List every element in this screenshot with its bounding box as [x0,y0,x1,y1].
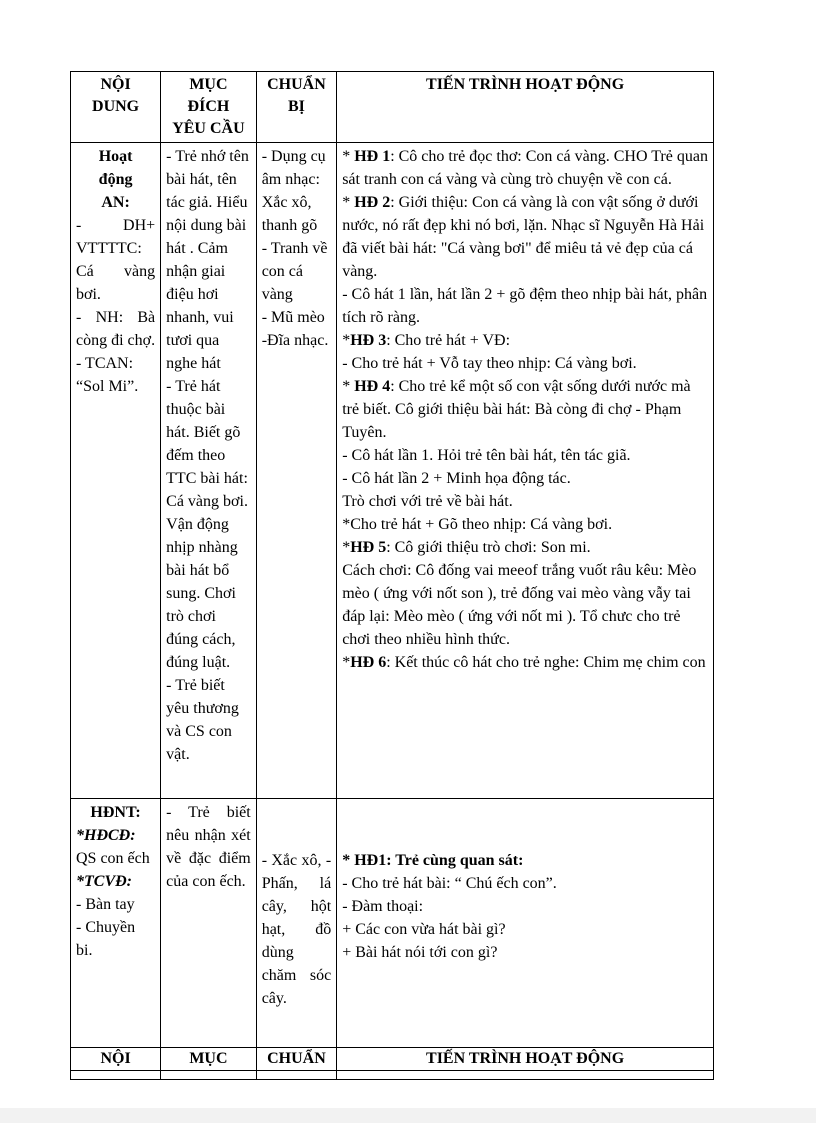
activity-line: Trò chơi với trẻ về bài hát. [342,493,513,510]
activity-line: - Cô hát lần 2 + Minh họa động tác. [342,470,571,487]
outdoor-item: QS con ếch [76,850,150,867]
activity-line: - Cô hát lần 1. Hỏi trẻ tên bài hát, tên tác giã. [342,447,631,464]
activity-line: *HĐ 3: Cho trẻ hát + VĐ: [342,332,511,349]
purpose-item: - Trẻ hát thuộc bài hát. Biết gõ đếm theo TTC bài hát: Cá vàng bơi. Vận động nhịp nhàng bài hát bổ sung. Chơi trò chơi đúng cách, đúng luật. [166,378,248,671]
prep-item: - Tranh về con cá vàng [261,240,328,303]
activity-line: *HĐ 5: Cô giới thiệu trò chơi: Son mi. [342,539,591,556]
table-row-outdoor [71,799,714,1080]
cell-activities-outdoor [337,799,714,1080]
music-item: - NH: Bà còng đi chợ. [76,309,156,349]
outdoor-title: HĐNT: [90,804,141,821]
activity-line: + Bài hát nói tới con gì? [342,944,498,961]
outdoor-activity-title: * HĐ1: Trẻ cùng quan sát: [342,852,524,869]
activity-line: - Cho trẻ hát + Vỗ tay theo nhịp: Cá vàng bơi. [342,355,637,372]
header-activities: TIẾN TRÌNH HOẠT ĐỘNG [337,1048,714,1071]
cell-content-music [71,143,161,799]
table-row-music [71,143,714,799]
outdoor-item: - Chuyền bi. [76,919,136,959]
activity-line: *HĐ 6: Kết thúc cô hát cho trẻ nghe: Chim mẹ chim con [342,654,706,671]
cell-purpose-outdoor: - Trẻ biết nêu nhận xét về đặc điểm của con ếch. [161,799,257,1080]
next-page-table-header [70,1047,714,1071]
music-item: - DH+ VTTTTC: Cá vàng bơi. [76,217,156,303]
prep-item: - Mũ mèo [261,309,325,326]
page-bottom-margin [0,1108,816,1123]
header-preparation: CHUẨN [256,1048,337,1071]
activities-separator-line [352,798,708,799]
cell-activities-music [337,143,714,799]
cell-prep-outdoor: - Xắc xô, - Phấn, lá cây, hột hạt, đồ dùng chăm sóc cây. [256,799,337,1080]
activity-line: *Cho trẻ hát + Gõ theo nhịp: Cá vàng bơi. [342,516,613,533]
outdoor-sub-heading: *TCVĐ: [76,873,132,890]
activity-line: Cách chơi: Cô đống vai meeof trắng vuốt râu kêu: Mèo mèo ( ứng với nốt son ), trẻ đống vai mèo vàng vẫy tai đáp lại: Mèo mèo ( ứng với nốt mi ). Tổ chưc cho trẻ chơi theo nhiều hình thức. [342,562,697,648]
header-activities: TIẾN TRÌNH HOẠT ĐỘNG [337,72,714,143]
activity-line: - Đàm thoại: [342,898,424,915]
table-header-row [71,1048,714,1071]
table-header-row [71,72,714,143]
purpose-item: - Trẻ nhớ tên bài hát, tên tác giả. Hiểu nội dung bài hát . Cảm nhận giai điệu hơi nhanh, vui tươi qua nghe hát [166,148,249,372]
activity-line: * HĐ 1: Cô cho trẻ đọc thơ: Con cá vàng. CHO Trẻ quan sát tranh con cá vàng và cùng trò chuyện về con cá. [342,148,708,188]
activity-line: * HĐ 2: Giới thiệu: Con cá vàng là con vật sống ở dưới nước, nó rất đẹp khi nó bơi, lặn. Nhạc sĩ Nguyễn Hà Hải đã viết bài hát: "Cá vàng bơi" để miêu tả vẻ đẹp của cá vàng. [342,194,705,280]
prep-item: -Đĩa nhạc. [261,332,329,349]
header-content: NỘI DUNG [71,72,161,143]
header-content: NỘI [71,1048,161,1071]
cell-content-outdoor [71,799,161,1080]
activity-line: - Cô hát 1 lần, hát lần 2 + gõ đệm theo nhịp bài hát, phân tích rõ ràng. [342,286,708,326]
purpose-item: - Trẻ biết yêu thương và CS con vật. [166,677,239,763]
header-purpose: MỤC ĐÍCH YÊU CẦU [161,72,257,143]
music-item: - TCAN: “Sol Mi”. [76,355,139,395]
activity-line: - Cho trẻ hát bài: “ Chú ếch con”. [342,875,557,892]
header-preparation: CHUẨN BỊ [256,72,337,143]
music-title: Hoạt động AN: [98,148,133,211]
outdoor-sub-heading: *HĐCĐ: [76,827,136,844]
prep-item: - Dụng cụ âm nhạc: Xắc xô, thanh gõ [261,148,326,234]
lesson-plan-table [70,71,714,1080]
cell-purpose-music [161,143,257,799]
header-purpose: MỤC [161,1048,257,1071]
outdoor-item: - Bàn tay [76,896,135,913]
cell-prep-music [256,143,337,799]
activity-line: + Các con vừa hát bài gì? [342,921,506,938]
activity-line: * HĐ 4: Cho trẻ kể một số con vật sống dưới nước mà trẻ biết. Cô giới thiệu bài hát: Bà còng đi chợ - Phạm Tuyên. [342,378,691,441]
